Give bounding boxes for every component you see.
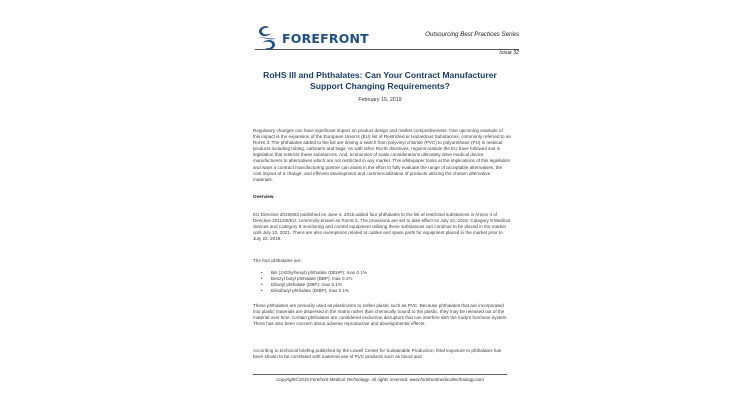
footer-divider xyxy=(253,374,507,375)
title-line-2: Support Changing Requirements? xyxy=(310,81,450,91)
list-item: • Diisobutyl phthalate (DIBP): max 0.1% xyxy=(261,288,461,294)
series-title: Outsourcing Best Practices Series xyxy=(425,31,519,38)
document-header xyxy=(237,22,523,58)
directive-paragraph: EU Directive 2015/863 published on June 4, 2015 added four phthalates to the list of restricted substances in Annex II of Directive 2011/65/EU, commonly known as RoHS 2. The provisions are set to take effect on July 22, 2019. Category 8 Medical devices and Category 9 monitoring and control equipment utilizing these substances can continue to be placed in the market until July 22, 2021. There are also exemptions related to cables and spare parts for equipment placed in the market prior to July 22, 2019. xyxy=(253,212,510,242)
list-item: • Benzyl butyl phthalate (BBP): max 0.1% xyxy=(261,276,461,282)
lowell-paragraph: According to technical briefing published by the Lowell Center for Sustainable Production, fetal exposure to phthalates has been shown to be correlated with maternal use of PVC products such as blood and xyxy=(253,348,502,360)
forefront-logo xyxy=(255,24,375,56)
issue-number: Issue 32 xyxy=(499,50,519,56)
copyright-footer: Copyright©2019 Forefront Medical Technology. All rights reserved. www.forefrontmedicaltechnology.com xyxy=(276,377,484,382)
document-title xyxy=(237,70,523,92)
list-item: • Dibutyl phthalate (DBP): max 0.1% xyxy=(261,282,461,288)
list-item: • Bis (2-Ethylhexyl) phthalate (DEHP): max 0.1% xyxy=(261,270,461,276)
phthalates-list xyxy=(261,270,461,294)
document-page xyxy=(237,0,523,400)
header-divider xyxy=(255,49,519,50)
phthalates-intro: The four phthalates are: xyxy=(253,258,302,263)
document-date: February 15, 2019 xyxy=(358,97,402,103)
intro-paragraph: Regulatory changes can have significant impact on product design and market competitiveness. One upcoming example of this impact is the expansion of the European Union's (EU) list of Restricted or Hazardous Substances, commonly referred to as RoHS 3. The phthalates added to the list are driving a switch from polyvinyl chloride (PVC) to polyurethane (PU) in medical products including tubing, catheters and bags. As with other RoHS directives, regions outside the EU have followed suit in legislation that restricts these substances. And, economies of scale considerations ultimately drive medical device manufacturers to alternatives which are not restricted in any market. This whitepaper looks at the implications of this legislation and ways a contract manufacturing partner can assist in the effort to fully evaluate the range of acceptable alternatives, the cost impact of a change, and efficient development and commercialization of products utilizing the chosen alternative materials. xyxy=(253,128,511,182)
logo-wordmark: FOREFRONT xyxy=(282,31,369,46)
plasticizers-paragraph: These phthalates are primarily used as plasticizers to soften plastic such as PVC. Because phthalates that are incorporated into plastic materials are dispersed in the matrix rather than chemically bound to the plastic, they may be released out of the material over time. Certain phthalates are considered endocrine disruptors that can interfere with the body's hormone system. There has also been concern about adverse reproductive and developmental effects. xyxy=(253,303,508,327)
forefront-logo-icon xyxy=(255,24,279,52)
overview-heading: Overview xyxy=(253,194,274,199)
title-line-1: RoHS III and Phthalates: Can Your Contract Manufacturer xyxy=(263,70,497,80)
